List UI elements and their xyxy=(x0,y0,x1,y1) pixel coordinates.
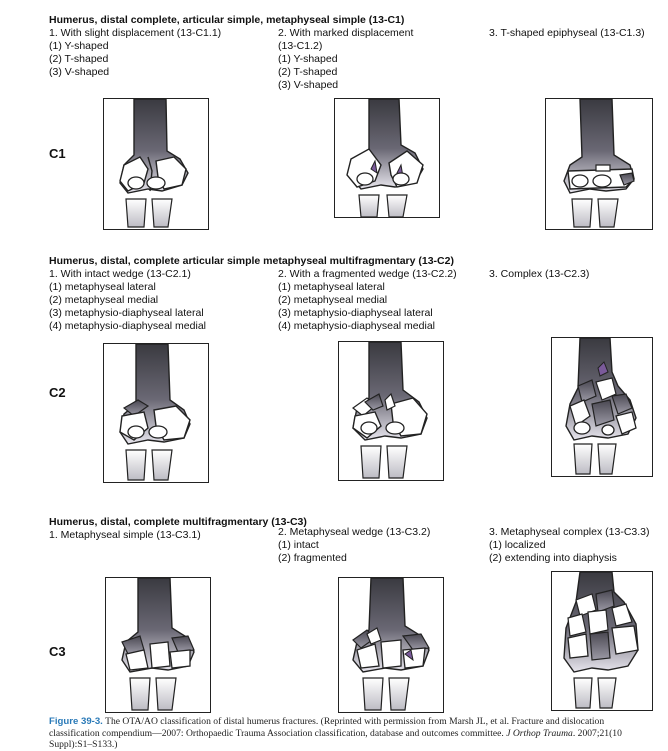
c1-col2-line: (3) V-shaped xyxy=(278,79,339,91)
caption-text: The OTA/AO classification of distal humerus fractures. (Reprinted with permission from Marsh JL, et al. Fracture and dislocation classification compendium—2007: Orthopaedic Trauma Association classification, database and outcomes committee. xyxy=(49,716,605,739)
c2-col1-line: (4) metaphysio-diaphyseal medial xyxy=(49,320,206,332)
c2-col1-line: (3) metaphysio-diaphyseal lateral xyxy=(49,307,204,319)
c1-col3-line: 3. T-shaped epiphyseal (13-C1.3) xyxy=(489,27,645,39)
c2-column-2 xyxy=(278,268,457,333)
caption-journal: J Orthop Trauma xyxy=(506,727,573,739)
section-title-c1: Humerus, distal complete, articular simple, metaphyseal simple (13-C1) xyxy=(49,14,405,26)
c1-3-illustration xyxy=(545,98,653,230)
c3-column-2 xyxy=(278,526,430,565)
distal-humerus-c1-1-drawing xyxy=(104,99,208,229)
distal-humerus-c3-1-drawing xyxy=(106,578,210,712)
c3-2-illustration xyxy=(338,577,444,713)
c3-col3-line: (2) extending into diaphysis xyxy=(489,552,617,564)
c2-col2-line: (2) metaphyseal medial xyxy=(278,294,388,306)
section-title-c3: Humerus, distal, complete multifragmentary (13-C3) xyxy=(49,516,307,528)
c1-col2-line: (13-C1.2) xyxy=(278,40,323,52)
c1-column-3 xyxy=(489,27,645,40)
c3-col2-line: (1) intact xyxy=(278,539,319,551)
row-label-c2: C2 xyxy=(49,385,66,400)
c1-col1-line: (2) T-shaped xyxy=(49,53,109,65)
c1-col2-line: (1) Y-shaped xyxy=(278,53,338,65)
c3-col3-line: (1) localized xyxy=(489,539,546,551)
caption-citation: . 2007;21(10 Suppl):S1–S133.) xyxy=(49,727,622,750)
c3-col3-line: 3. Metaphyseal complex (13-C3.3) xyxy=(489,526,650,538)
distal-humerus-c3-2-drawing xyxy=(339,578,443,712)
c2-col2-line: (4) metaphysio-diaphyseal medial xyxy=(278,320,435,332)
c2-col2-line: (1) metaphyseal lateral xyxy=(278,281,385,293)
c2-col2-line: 2. With a fragmented wedge (13-C2.2) xyxy=(278,268,457,280)
c2-2-illustration xyxy=(338,341,444,481)
c2-col2-line: (3) metaphysio-diaphyseal lateral xyxy=(278,307,433,319)
distal-humerus-c3-3-drawing xyxy=(552,572,652,710)
row-label-c1: C1 xyxy=(49,146,66,161)
c2-col3-line: 3. Complex (13-C2.3) xyxy=(489,268,590,280)
c3-column-1 xyxy=(49,529,201,542)
distal-humerus-c1-2-drawing xyxy=(335,99,439,217)
c2-col1-line: (2) metaphyseal medial xyxy=(49,294,159,306)
c3-column-3 xyxy=(489,526,650,565)
c3-col2-line: 2. Metaphyseal wedge (13-C3.2) xyxy=(278,526,431,538)
c2-1-illustration xyxy=(103,343,209,483)
distal-humerus-c2-1-drawing xyxy=(104,344,208,482)
c1-col1-line: (1) Y-shaped xyxy=(49,40,109,52)
c3-col1-line: 1. Metaphyseal simple (13-C3.1) xyxy=(49,529,201,541)
c3-1-illustration xyxy=(105,577,211,713)
c3-col2-line: (2) fragmented xyxy=(278,552,347,564)
section-title-c2: Humerus, distal, complete articular simple metaphyseal multifragmentary (13-C2) xyxy=(49,255,454,267)
c1-column-2 xyxy=(278,27,413,92)
c2-col1-line: 1. With intact wedge (13-C2.1) xyxy=(49,268,191,280)
c1-col1-line: 1. With slight displacement (13-C1.1) xyxy=(49,27,222,39)
c2-3-illustration xyxy=(551,337,653,477)
c2-column-3 xyxy=(489,268,589,281)
c3-3-illustration xyxy=(551,571,653,711)
row-label-c3: C3 xyxy=(49,644,66,659)
figure-label: Figure 39-3. xyxy=(49,716,103,727)
c1-2-illustration xyxy=(334,98,440,218)
c1-col2-line: (2) T-shaped xyxy=(278,66,338,78)
c1-col2-line: 2. With marked displacement xyxy=(278,27,414,39)
distal-humerus-c1-3-drawing xyxy=(546,99,652,229)
c1-col1-line: (3) V-shaped xyxy=(49,66,110,78)
c2-column-1 xyxy=(49,268,206,333)
c1-1-illustration xyxy=(103,98,209,230)
c1-column-1 xyxy=(49,27,221,79)
c2-col1-line: (1) metaphyseal lateral xyxy=(49,281,156,293)
figure-caption xyxy=(49,716,654,751)
distal-humerus-c2-3-drawing xyxy=(552,338,652,476)
distal-humerus-c2-2-drawing xyxy=(339,342,443,480)
